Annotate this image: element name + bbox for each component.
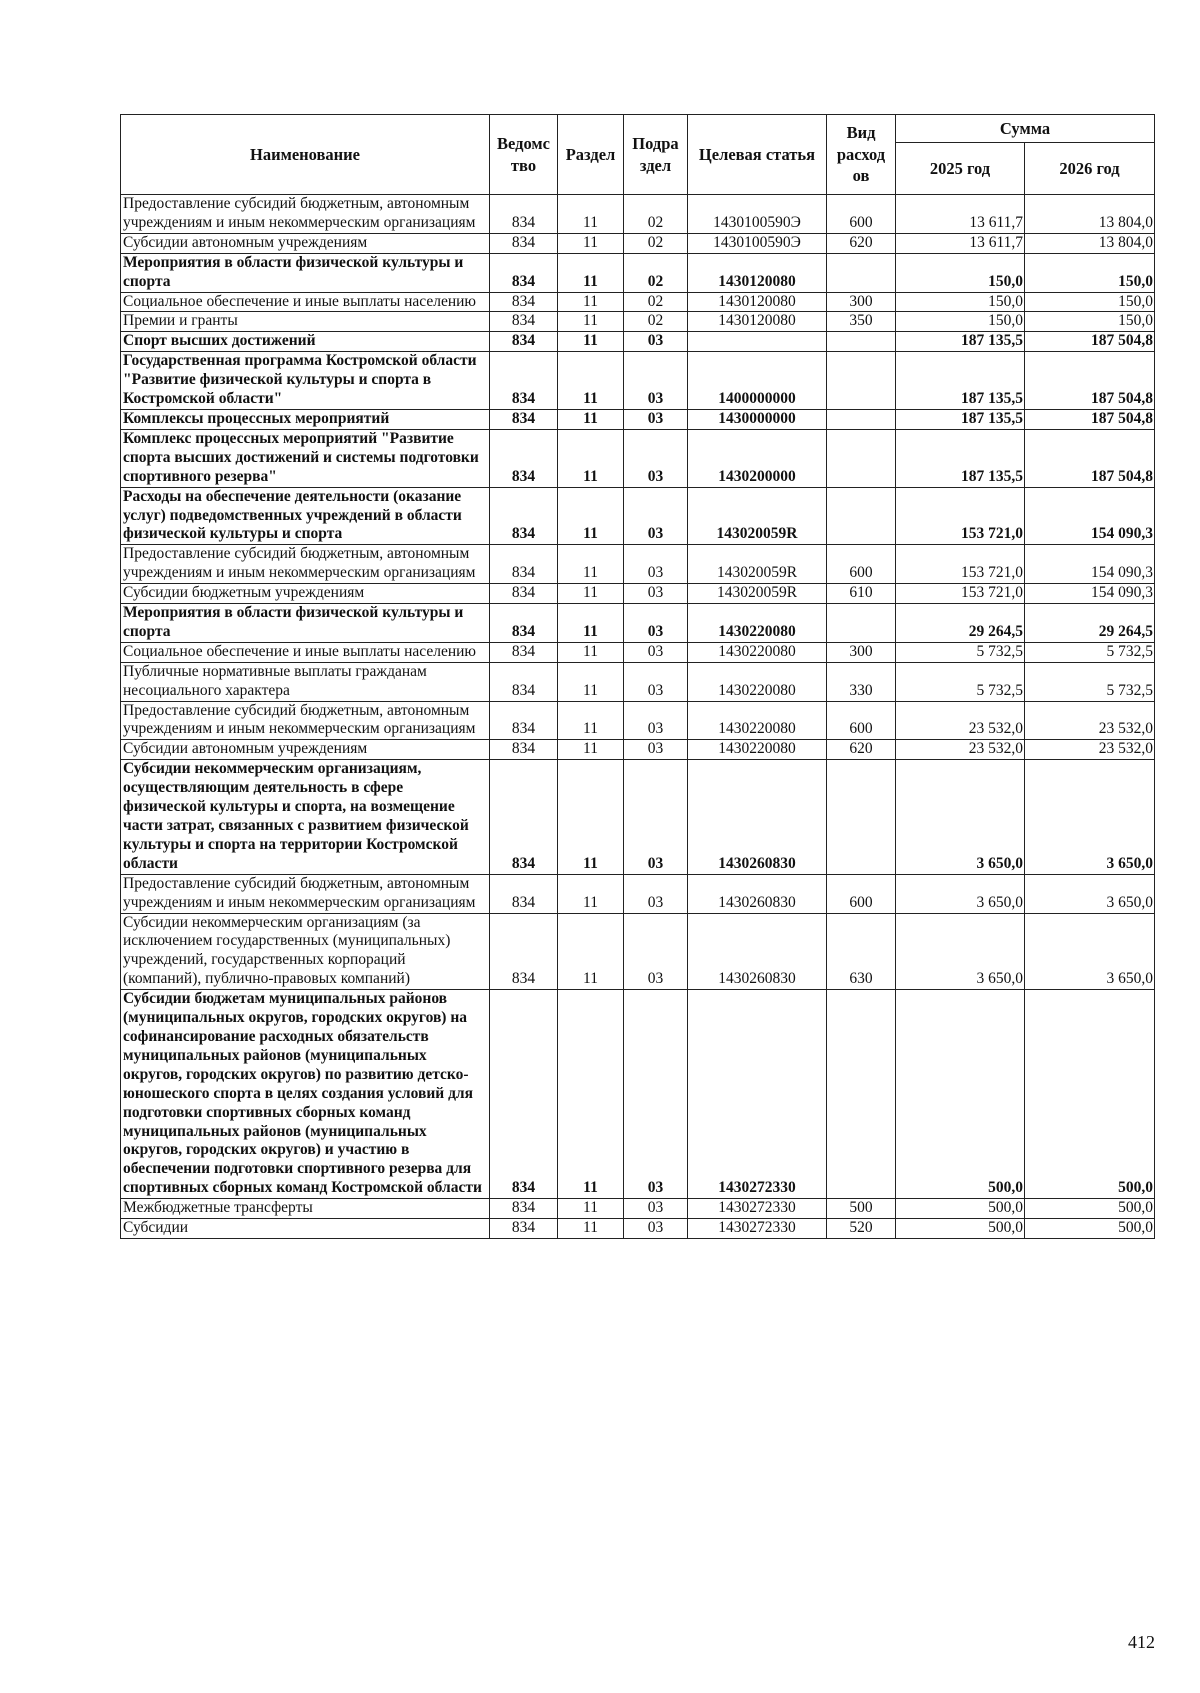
table-row (121, 409, 1155, 429)
cell-2025: 187 135,5 (896, 352, 1025, 410)
cell-podrazdel: 02 (624, 195, 688, 234)
cell-2025: 187 135,5 (896, 409, 1025, 429)
cell-razdel: 11 (558, 604, 624, 643)
cell-target: 1430272330 (688, 1199, 827, 1219)
cell-2025: 13 611,7 (896, 233, 1025, 253)
cell-2025: 5 732,5 (896, 662, 1025, 701)
cell-podrazdel: 03 (624, 584, 688, 604)
cell-vid: 330 (827, 662, 896, 701)
cell-2026: 500,0 (1025, 1199, 1155, 1219)
cell-name: Субсидии бюджетным учреждениям (121, 584, 490, 604)
cell-2025: 150,0 (896, 312, 1025, 332)
cell-2025: 23 532,0 (896, 740, 1025, 760)
cell-podrazdel: 03 (624, 760, 688, 874)
cell-vid: 500 (827, 1199, 896, 1219)
cell-podrazdel: 03 (624, 701, 688, 740)
cell-podrazdel: 03 (624, 990, 688, 1199)
cell-vedomstvo: 834 (490, 429, 558, 487)
header-2025: 2025 год (896, 143, 1025, 195)
cell-2026: 500,0 (1025, 990, 1155, 1199)
cell-name: Межбюджетные трансферты (121, 1199, 490, 1219)
cell-target: 143020059R (688, 487, 827, 545)
cell-vid: 350 (827, 312, 896, 332)
cell-vid (827, 604, 896, 643)
cell-razdel: 11 (558, 332, 624, 352)
cell-target: 1430272330 (688, 1219, 827, 1239)
cell-vid: 600 (827, 874, 896, 913)
cell-2026: 13 804,0 (1025, 233, 1155, 253)
cell-podrazdel: 03 (624, 642, 688, 662)
cell-target: 143020059R (688, 545, 827, 584)
table-row (121, 701, 1155, 740)
cell-razdel: 11 (558, 233, 624, 253)
cell-vid: 630 (827, 913, 896, 990)
table-row (121, 332, 1155, 352)
cell-name: Комплексы процессных мероприятий (121, 409, 490, 429)
cell-vedomstvo: 834 (490, 604, 558, 643)
cell-2026: 5 732,5 (1025, 662, 1155, 701)
cell-razdel: 11 (558, 253, 624, 292)
cell-podrazdel: 03 (624, 913, 688, 990)
cell-vid: 610 (827, 584, 896, 604)
cell-vedomstvo: 834 (490, 487, 558, 545)
cell-vid: 620 (827, 740, 896, 760)
cell-2026: 150,0 (1025, 312, 1155, 332)
cell-2026: 187 504,8 (1025, 332, 1155, 352)
table-row (121, 740, 1155, 760)
cell-vid: 600 (827, 545, 896, 584)
cell-podrazdel: 03 (624, 429, 688, 487)
cell-vid (827, 409, 896, 429)
cell-razdel: 11 (558, 990, 624, 1199)
table-row (121, 1219, 1155, 1239)
cell-name: Премии и гранты (121, 312, 490, 332)
cell-razdel: 11 (558, 701, 624, 740)
table-row (121, 662, 1155, 701)
cell-vid (827, 352, 896, 410)
table-row (121, 990, 1155, 1199)
table-row (121, 545, 1155, 584)
table-row (121, 760, 1155, 874)
cell-vedomstvo: 834 (490, 195, 558, 234)
cell-name: Социальное обеспечение и иные выплаты населению (121, 642, 490, 662)
cell-razdel: 11 (558, 195, 624, 234)
cell-razdel: 11 (558, 874, 624, 913)
cell-2026: 13 804,0 (1025, 195, 1155, 234)
cell-name: Социальное обеспечение и иные выплаты населению (121, 292, 490, 312)
cell-vedomstvo: 834 (490, 312, 558, 332)
cell-target: 1430272330 (688, 990, 827, 1199)
cell-razdel: 11 (558, 584, 624, 604)
cell-vedomstvo: 834 (490, 1199, 558, 1219)
cell-target: 1430120080 (688, 253, 827, 292)
cell-2026: 150,0 (1025, 292, 1155, 312)
cell-razdel: 11 (558, 429, 624, 487)
cell-vedomstvo: 834 (490, 352, 558, 410)
cell-vedomstvo: 834 (490, 233, 558, 253)
cell-vid (827, 487, 896, 545)
cell-target: 1430200000 (688, 429, 827, 487)
cell-vid (827, 990, 896, 1199)
cell-name: Субсидии некоммерческим организациям (за исключением государственных (муниципальных) учреждений, государственных корпораций (компаний), публично-правовых компаний) (121, 913, 490, 990)
cell-vedomstvo: 834 (490, 545, 558, 584)
cell-vid (827, 760, 896, 874)
header-celevaya: Целевая статья (688, 115, 827, 195)
table-row (121, 584, 1155, 604)
cell-target: 1430100590Э (688, 233, 827, 253)
cell-podrazdel: 03 (624, 1199, 688, 1219)
cell-podrazdel: 03 (624, 545, 688, 584)
cell-razdel: 11 (558, 662, 624, 701)
cell-2025: 150,0 (896, 292, 1025, 312)
page-number: 412 (1128, 1632, 1155, 1652)
cell-name: Предоставление субсидий бюджетным, автономным учреждениям и иным некоммерческим организациям (121, 701, 490, 740)
cell-vedomstvo: 834 (490, 662, 558, 701)
cell-2026: 187 504,8 (1025, 429, 1155, 487)
cell-podrazdel: 03 (624, 409, 688, 429)
cell-name: Субсидии бюджетам муниципальных районов (муниципальных округов, городских округов) на софинансирование расходных обязательств муниципальных районов (муниципальных округов, городских округов) по развитию детско-юношеского спорта в целях создания условий для подготовки спортивных сборных команд муниципальных районов (муниципальных округов, городских округов) и участию в обеспечении подготовки спортивного резерва для спортивных сборных команд Костромской области (121, 990, 490, 1199)
cell-vedomstvo: 834 (490, 332, 558, 352)
cell-vid: 600 (827, 701, 896, 740)
cell-name: Предоставление субсидий бюджетным, автономным учреждениям и иным некоммерческим организациям (121, 195, 490, 234)
cell-vedomstvo: 834 (490, 740, 558, 760)
cell-podrazdel: 03 (624, 487, 688, 545)
cell-vedomstvo: 834 (490, 760, 558, 874)
cell-2025: 500,0 (896, 1199, 1025, 1219)
cell-target: 1400000000 (688, 352, 827, 410)
cell-razdel: 11 (558, 740, 624, 760)
cell-razdel: 11 (558, 642, 624, 662)
cell-podrazdel: 02 (624, 253, 688, 292)
cell-vedomstvo: 834 (490, 253, 558, 292)
header-podrazdel: Подра здел (624, 115, 688, 195)
cell-vedomstvo: 834 (490, 990, 558, 1199)
cell-target: 1430220080 (688, 701, 827, 740)
budget-table (120, 114, 1155, 1239)
table-row (121, 352, 1155, 410)
cell-2025: 500,0 (896, 990, 1025, 1199)
cell-vedomstvo: 834 (490, 913, 558, 990)
cell-2026: 154 090,3 (1025, 584, 1155, 604)
cell-2025: 13 611,7 (896, 195, 1025, 234)
cell-razdel: 11 (558, 1219, 624, 1239)
cell-target: 1430260830 (688, 874, 827, 913)
cell-razdel: 11 (558, 352, 624, 410)
header-vedomstvo: Ведомс тво (490, 115, 558, 195)
cell-name: Мероприятия в области физической культуры и спорта (121, 253, 490, 292)
cell-target: 1430260830 (688, 913, 827, 990)
header-name: Наименование (121, 115, 490, 195)
cell-target: 1430220080 (688, 662, 827, 701)
table-row (121, 195, 1155, 234)
cell-2025: 150,0 (896, 253, 1025, 292)
cell-podrazdel: 02 (624, 292, 688, 312)
cell-2026: 3 650,0 (1025, 913, 1155, 990)
cell-podrazdel: 02 (624, 233, 688, 253)
cell-razdel: 11 (558, 913, 624, 990)
table-row (121, 1199, 1155, 1219)
cell-name: Субсидии (121, 1219, 490, 1239)
cell-2025: 5 732,5 (896, 642, 1025, 662)
cell-name: Государственная программа Костромской области "Развитие физической культуры и спорта в Костромской области" (121, 352, 490, 410)
cell-razdel: 11 (558, 545, 624, 584)
cell-2026: 154 090,3 (1025, 487, 1155, 545)
table-row (121, 604, 1155, 643)
table-row (121, 642, 1155, 662)
cell-podrazdel: 03 (624, 874, 688, 913)
header-razdel: Раздел (558, 115, 624, 195)
cell-name: Субсидии автономным учреждениям (121, 740, 490, 760)
cell-vedomstvo: 834 (490, 1219, 558, 1239)
cell-vedomstvo: 834 (490, 874, 558, 913)
table-row (121, 487, 1155, 545)
cell-target: 1430100590Э (688, 195, 827, 234)
table-row (121, 292, 1155, 312)
cell-2025: 3 650,0 (896, 760, 1025, 874)
cell-2026: 3 650,0 (1025, 874, 1155, 913)
cell-2026: 150,0 (1025, 253, 1155, 292)
cell-target: 1430260830 (688, 760, 827, 874)
cell-podrazdel: 03 (624, 1219, 688, 1239)
table-row (121, 429, 1155, 487)
cell-target: 1430120080 (688, 312, 827, 332)
cell-razdel: 11 (558, 760, 624, 874)
cell-2025: 29 264,5 (896, 604, 1025, 643)
cell-razdel: 11 (558, 312, 624, 332)
cell-target: 143020059R (688, 584, 827, 604)
cell-target: 1430000000 (688, 409, 827, 429)
cell-2026: 500,0 (1025, 1219, 1155, 1239)
cell-razdel: 11 (558, 1199, 624, 1219)
cell-vedomstvo: 834 (490, 584, 558, 604)
cell-podrazdel: 03 (624, 332, 688, 352)
cell-name: Предоставление субсидий бюджетным, автономным учреждениям и иным некоммерческим организациям (121, 874, 490, 913)
cell-podrazdel: 03 (624, 740, 688, 760)
cell-vid: 300 (827, 642, 896, 662)
cell-vedomstvo: 834 (490, 701, 558, 740)
cell-target: 1430220080 (688, 740, 827, 760)
table-row (121, 233, 1155, 253)
cell-vid: 300 (827, 292, 896, 312)
cell-podrazdel: 03 (624, 662, 688, 701)
cell-target (688, 332, 827, 352)
table-body (121, 195, 1155, 1239)
cell-2025: 3 650,0 (896, 913, 1025, 990)
cell-podrazdel: 03 (624, 604, 688, 643)
header-summa: Сумма (896, 115, 1155, 143)
cell-razdel: 11 (558, 487, 624, 545)
cell-vid: 620 (827, 233, 896, 253)
cell-name: Спорт высших достижений (121, 332, 490, 352)
cell-razdel: 11 (558, 292, 624, 312)
cell-2026: 3 650,0 (1025, 760, 1155, 874)
cell-2026: 23 532,0 (1025, 740, 1155, 760)
cell-podrazdel: 02 (624, 312, 688, 332)
table-row (121, 913, 1155, 990)
cell-2025: 500,0 (896, 1219, 1025, 1239)
cell-name: Предоставление субсидий бюджетным, автономным учреждениям и иным некоммерческим организациям (121, 545, 490, 584)
cell-target: 1430120080 (688, 292, 827, 312)
cell-2026: 187 504,8 (1025, 352, 1155, 410)
cell-2025: 187 135,5 (896, 429, 1025, 487)
cell-name: Субсидии некоммерческим организациям, осуществляющим деятельность в сфере физической культуры и спорта, на возмещение части затрат, связанных с развитием физической культуры и спорта на территории Костромской области (121, 760, 490, 874)
cell-vid (827, 332, 896, 352)
cell-target: 1430220080 (688, 604, 827, 643)
cell-vid (827, 429, 896, 487)
table-row (121, 874, 1155, 913)
table-row (121, 253, 1155, 292)
cell-2025: 23 532,0 (896, 701, 1025, 740)
cell-2025: 187 135,5 (896, 332, 1025, 352)
cell-2026: 23 532,0 (1025, 701, 1155, 740)
header-vid: Вид расход ов (827, 115, 896, 195)
cell-name: Мероприятия в области физической культуры и спорта (121, 604, 490, 643)
cell-vedomstvo: 834 (490, 409, 558, 429)
cell-vedomstvo: 834 (490, 292, 558, 312)
cell-2025: 153 721,0 (896, 584, 1025, 604)
cell-name: Публичные нормативные выплаты гражданам несоциального характера (121, 662, 490, 701)
cell-2026: 5 732,5 (1025, 642, 1155, 662)
cell-vid: 600 (827, 195, 896, 234)
cell-vid: 520 (827, 1219, 896, 1239)
cell-2026: 187 504,8 (1025, 409, 1155, 429)
cell-2026: 29 264,5 (1025, 604, 1155, 643)
cell-2025: 3 650,0 (896, 874, 1025, 913)
cell-2025: 153 721,0 (896, 545, 1025, 584)
cell-name: Субсидии автономным учреждениям (121, 233, 490, 253)
cell-name: Комплекс процессных мероприятий "Развитие спорта высших достижений и системы подготовки спортивного резерва" (121, 429, 490, 487)
table-row (121, 312, 1155, 332)
cell-2026: 154 090,3 (1025, 545, 1155, 584)
cell-name: Расходы на обеспечение деятельности (оказание услуг) подведомственных учреждений в области физической культуры и спорта (121, 487, 490, 545)
cell-target: 1430220080 (688, 642, 827, 662)
cell-2025: 153 721,0 (896, 487, 1025, 545)
cell-vid (827, 253, 896, 292)
header-2026: 2026 год (1025, 143, 1155, 195)
cell-vedomstvo: 834 (490, 642, 558, 662)
cell-razdel: 11 (558, 409, 624, 429)
cell-podrazdel: 03 (624, 352, 688, 410)
